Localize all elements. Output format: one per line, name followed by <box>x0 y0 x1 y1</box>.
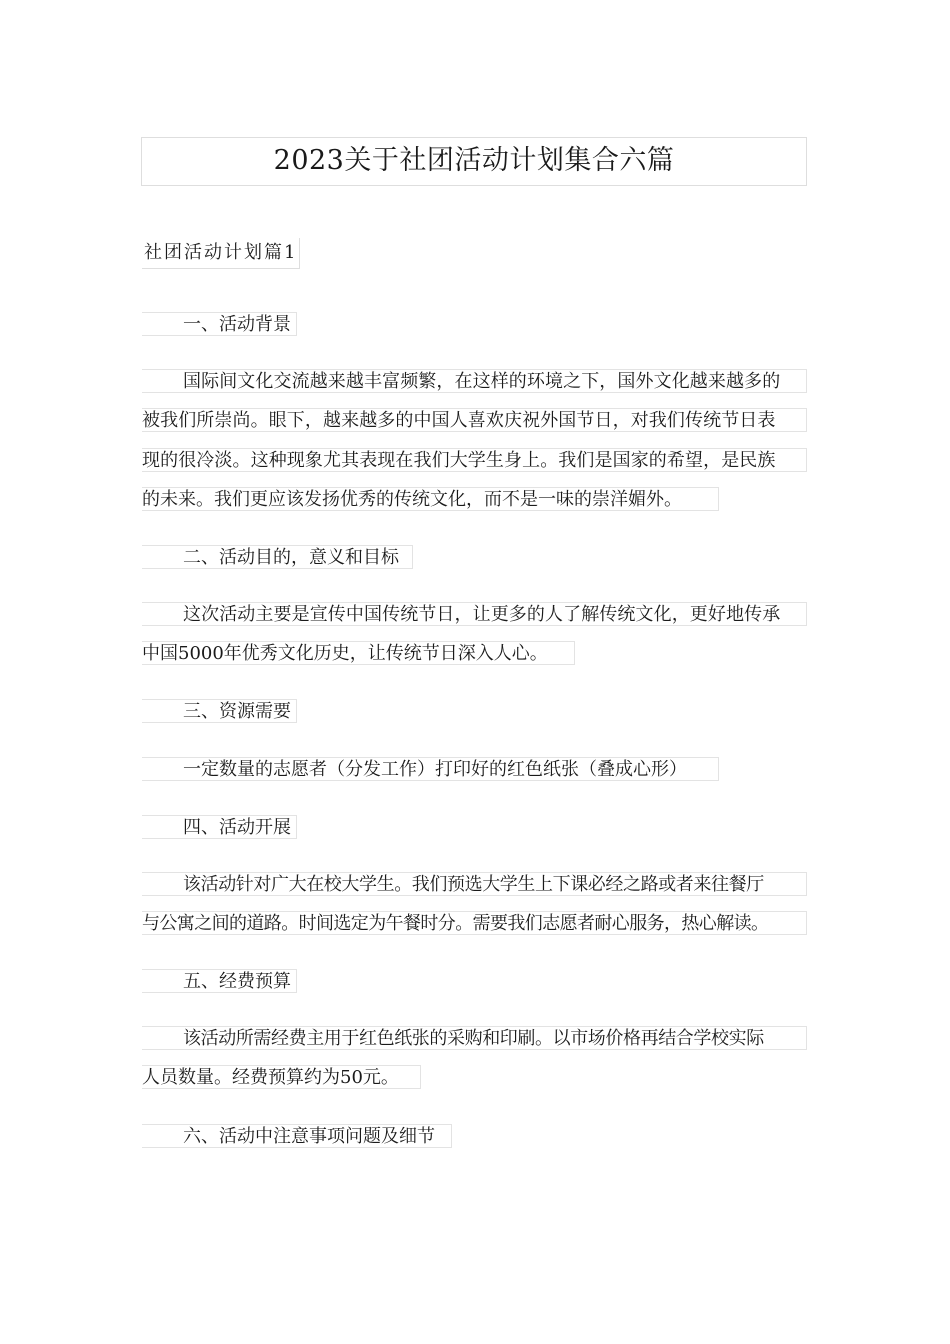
section-heading: 社团活动计划篇1 <box>142 238 300 269</box>
paragraph-line: 中国5000年优秀文化历史，让传统节日深入人心。 <box>142 641 575 665</box>
heading-activity-execution: 四、活动开展 <box>142 815 297 839</box>
paragraph-line: 国际间文化交流越来越丰富频繁，在这样的环境之下，国外文化越来越多的 <box>142 369 807 393</box>
paragraph-line: 该活动针对广大在校大学生。我们预选大学生上下课必经之路或者来往餐厅 <box>142 872 807 896</box>
heading-resource-needs: 三、资源需要 <box>142 699 297 723</box>
paragraph-line: 这次活动主要是宣传中国传统节日，让更多的人了解传统文化，更好地传承 <box>142 602 807 626</box>
document-title: 2023关于社团活动计划集合六篇 <box>141 137 807 186</box>
paragraph-line: 现的很冷淡。这种现象尤其表现在我们大学生身上。我们是国家的希望，是民族 <box>142 448 807 472</box>
heading-activity-goals: 二、活动目的，意义和目标 <box>142 545 413 569</box>
paragraph-line: 一定数量的志愿者（分发工作）打印好的红色纸张（叠成心形） <box>142 757 719 781</box>
paragraph-line: 与公寓之间的道路。时间选定为午餐时分。需要我们志愿者耐心服务，热心解读。 <box>142 911 807 935</box>
paragraph-line: 该活动所需经费主用于红色纸张的采购和印刷。以市场价格再结合学校实际 <box>142 1026 807 1050</box>
paragraph-line: 人员数量。经费预算约为50元。 <box>142 1065 421 1089</box>
paragraph-line: 的未来。我们更应该发扬优秀的传统文化，而不是一味的崇洋媚外。 <box>142 487 719 511</box>
heading-budget: 五、经费预算 <box>142 969 297 993</box>
paragraph-line: 被我们所崇尚。眼下，越来越多的中国人喜欢庆祝外国节日，对我们传统节日表 <box>142 408 807 432</box>
heading-activity-background: 一、活动背景 <box>142 312 297 336</box>
heading-notes-and-details: 六、活动中注意事项问题及细节 <box>142 1124 452 1148</box>
